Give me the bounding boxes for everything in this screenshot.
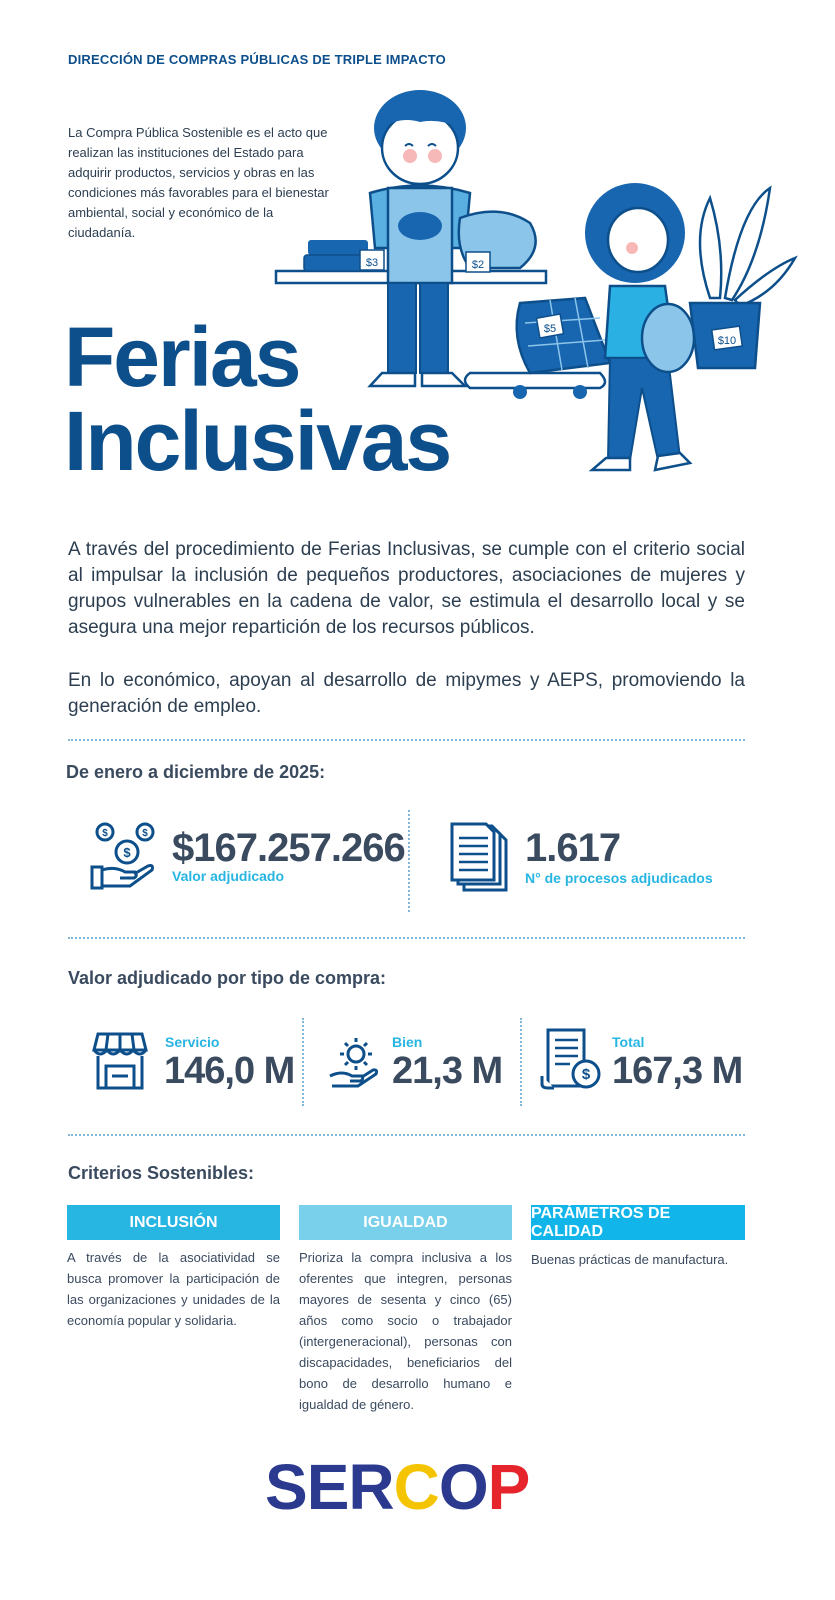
storefront-icon bbox=[92, 1030, 148, 1090]
total-value-label: Valor adjudicado bbox=[172, 868, 285, 884]
svg-text:$: $ bbox=[123, 845, 131, 860]
total-value-type: 167,3 M bbox=[612, 1050, 743, 1092]
criteria-equality-text: Prioriza la compra inclusiva a los oferentes que integren, personas mayores de sesenta y cinco (65) años como socio o trabajador (intergeneracional), personas con discapacidades, beneficiarios del bono de desarrollo humano e igualdad de género. bbox=[299, 1250, 512, 1412]
hero-title bbox=[64, 310, 451, 488]
price-tag-pillow: $5 bbox=[543, 323, 557, 335]
sercop-logo: SERCOP bbox=[265, 1451, 530, 1523]
intro-text: La Compra Pública Sostenible es el acto que realizan las instituciones del Estado para adquirir productos, servicios y obras en las condiciones más favorables para el bienestar ambiental, social y económico de la ciudadanía. bbox=[68, 125, 329, 240]
divider bbox=[68, 739, 745, 741]
vertical-divider bbox=[302, 1018, 304, 1106]
gear-hand-icon bbox=[328, 1036, 380, 1088]
criteria-quality-title: PARÁMETROS DE CALIDAD bbox=[531, 1204, 671, 1240]
invoice-icon bbox=[540, 1028, 602, 1090]
divider bbox=[68, 1134, 745, 1136]
svg-text:$: $ bbox=[142, 828, 148, 839]
vertical-divider bbox=[408, 810, 410, 912]
total-label: Total bbox=[612, 1034, 645, 1050]
criteria-heading: Criterios Sostenibles: bbox=[68, 1163, 255, 1183]
money-hand-icon bbox=[90, 822, 160, 892]
svg-text:$: $ bbox=[102, 828, 108, 839]
description-paragraph-2: En lo económico, apoyan al desarrollo de mipymes y AEPS, promoviendo la generación de empleo. bbox=[68, 670, 745, 717]
vertical-divider bbox=[520, 1018, 522, 1106]
price-tag-plant: $10 bbox=[717, 335, 737, 347]
criteria-inclusion-text: A través de la asociatividad se busca promover la participación de las organizaciones y unidades de la economía popular y solidaria. bbox=[67, 1250, 280, 1328]
criteria-inclusion-title: INCLUSIÓN bbox=[129, 1213, 218, 1231]
criteria-inclusion-header bbox=[67, 1205, 280, 1240]
servicio-label: Servicio bbox=[165, 1034, 220, 1050]
price-tag-jug: $2 bbox=[471, 259, 485, 271]
criteria-equality-title: IGUALDAD bbox=[363, 1213, 448, 1231]
processes-count-label: N° de procesos adjudicados bbox=[525, 870, 713, 886]
by-type-heading: Valor adjudicado por tipo de compra: bbox=[68, 968, 387, 988]
hero-title-line2: Inclusivas bbox=[64, 394, 451, 488]
total-value: $167.257.266 bbox=[172, 826, 405, 870]
department-title: DIRECCIÓN DE COMPRAS PÚBLICAS DE TRIPLE IMPACTO bbox=[68, 52, 446, 67]
price-tag-books: $3 bbox=[365, 257, 379, 269]
shopper-girl-figure bbox=[585, 183, 694, 470]
criteria-quality-text: Buenas prácticas de manufactura. bbox=[531, 1252, 729, 1267]
bien-value: 21,3 M bbox=[392, 1050, 503, 1092]
hero-title-line1: Ferias bbox=[64, 310, 300, 404]
servicio-value: 146,0 M bbox=[164, 1050, 295, 1092]
description-paragraph-1: A través del procedimiento de Ferias Inclusivas, se cumple con el criterio social al impulsar la inclusión de pequeños productores, asociaciones de mujeres y grupos vulnerables en la cadena de valor, se estimula el desarrollo local y se asegura una mejor repartición de los recursos públicos. bbox=[68, 539, 745, 638]
svg-text:$: $ bbox=[581, 1066, 591, 1083]
bien-label: Bien bbox=[392, 1034, 423, 1050]
processes-count: 1.617 bbox=[525, 826, 621, 870]
period-heading: De enero a diciembre de 2025: bbox=[66, 762, 326, 782]
documents-icon bbox=[450, 822, 508, 892]
criteria-quality-header bbox=[531, 1205, 745, 1240]
divider bbox=[68, 937, 745, 939]
criteria-equality-header bbox=[299, 1205, 512, 1240]
